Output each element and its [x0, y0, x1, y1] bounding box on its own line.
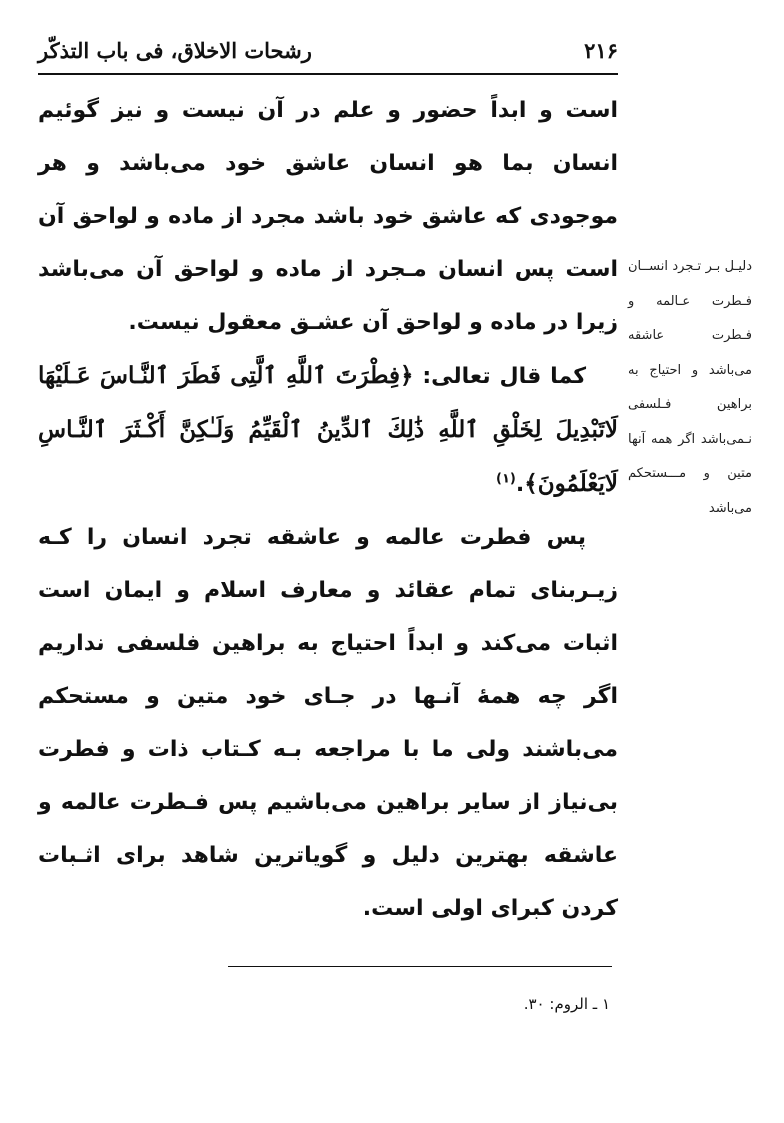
quran-citation-paragraph: [38, 349, 618, 511]
quran-verse: فِطْرَتَ ٱللَّهِ ٱلَّتِى فَطَرَ ٱلنَّـاسَ عَـلَيْهَا لَاتَبْدِيلَ لِخَلْقِ ٱللَّهِ ذَٰلِكَ ٱلدِّينُ ٱلْقَيِّمُ وَلَـٰكِنَّ أَكْـثَرَ ٱلنَّـاسِ لَايَعْلَمُونَ: [38, 362, 618, 497]
verse-intro: کما قال تعالى:: [413, 364, 586, 389]
main-text: [38, 84, 618, 935]
margin-note: دلیـل بـر تـجرد انســان فـطرت عـالمه و فـطرت عاشقه می‌باشد و احتیاج به براهین فـلسفی نـمی‌باشد اگر همه آنها متین و مـــستحکم می‌باشد: [628, 259, 752, 516]
running-title: رشحات الاخلاق، فی باب التذکّر: [38, 37, 312, 63]
paragraph-1: است و ابداً حضور و علم در آن نیست و نیز گوئیم انسان بما هو انسان عاشق خود می‌باشد و هر موجودی که عاشق خود باشد مجرد از ماده و لواحق آن است پس انسان مـجرد از ماده و لواحق آن می‌باشد زیرا در ماده و لواحق آن عشـق معقول نیست.: [38, 98, 618, 335]
verse-open-bracket: ﴿: [399, 362, 414, 389]
footnote: ۱ ـ الروم: ۳۰.: [523, 995, 610, 1013]
page-number: ۲۱۶: [584, 37, 618, 63]
verse-period: .: [515, 472, 525, 497]
footnote-rule: [228, 966, 612, 967]
verse-close-bracket: ﴾: [524, 470, 538, 497]
paragraph-2: پس فطرت عالمه و عاشقه تجرد انسان را کـه زیـربنای تمام عقائد و معارف اسلام و ایمان است اثبات می‌کند و ابداً احتیاج به براهین فلسفی نداریم اگر چه همهٔ آنـها در جـای خود متین و مستحکم می‌باشند ولی ما با مراجعه بـه کـتاب ذات و فطرت بی‌نیاز از سایر براهین می‌باشیم پس فـطرت عالمه و عاشقه بهترین دلیل و گویاترین شاهد برای اثـبات کردن کبرای اولی است.: [38, 525, 618, 921]
header-rule: [38, 73, 618, 75]
footnote-reference: (۱): [496, 471, 516, 487]
running-header: [38, 30, 618, 70]
